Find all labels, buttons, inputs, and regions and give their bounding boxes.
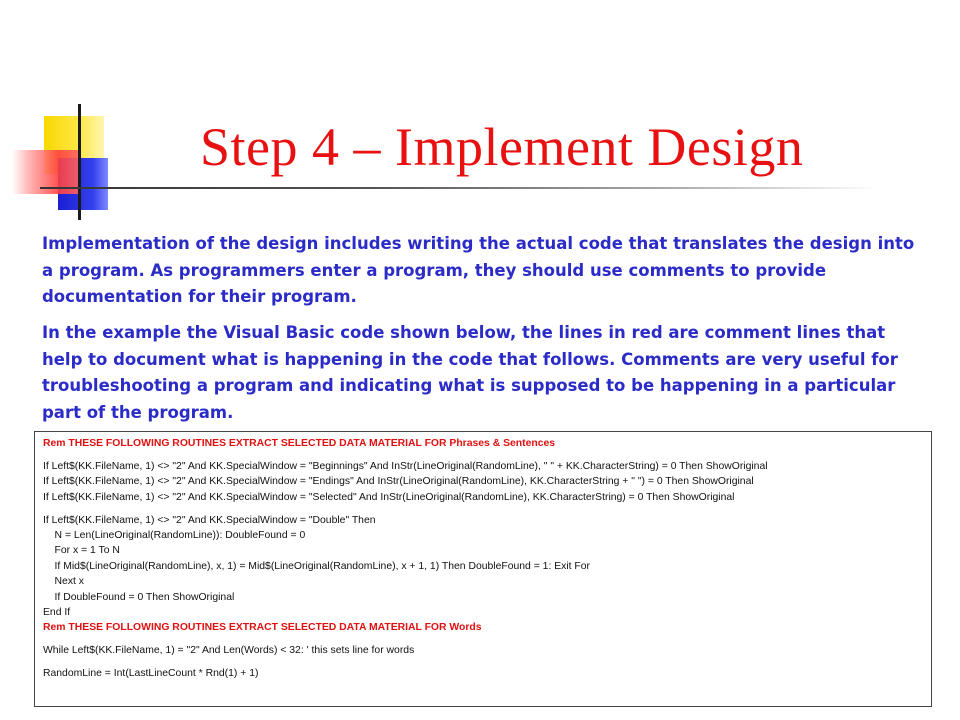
slide-title: Step 4 – Implement Design bbox=[200, 117, 804, 177]
code-line: If Mid$(LineOriginal(RandomLine), x, 1) = Mid$(LineOriginal(RandomLine), x + 1, 1) Then DoubleFound = 1: Exit For bbox=[43, 560, 591, 572]
code-blank-line bbox=[43, 659, 931, 667]
code-line: For x = 1 To N bbox=[43, 545, 120, 557]
code-listing-box bbox=[34, 431, 932, 707]
code-line: If Left$(KK.FileName, 1) <> "2" And KK.SpecialWindow = "Double" Then bbox=[43, 514, 376, 526]
code-blank-line bbox=[43, 636, 931, 644]
code-line: Next x bbox=[43, 576, 84, 588]
vertical-rule-decoration bbox=[78, 104, 81, 220]
code-line: End If bbox=[43, 606, 71, 618]
code-line: While Left$(KK.FileName, 1) = "2" And Len(Words) < 32: ' this sets line for words bbox=[43, 645, 415, 657]
intro-paragraph: Implementation of the design includes writing the actual code that translates the design into a program. As programmers enter a program, they should use comments to provide documentation for their program. bbox=[42, 234, 915, 306]
code-blank-line bbox=[43, 505, 931, 513]
code-line: RandomLine = Int(LastLineCount * Rnd(1) + 1) bbox=[43, 668, 259, 680]
title-underline bbox=[40, 187, 880, 189]
code-blank-line bbox=[43, 451, 931, 459]
code-comment-line: Rem THESE FOLLOWING ROUTINES EXTRACT SELECTED DATA MATERIAL FOR Phrases & Sentences bbox=[43, 438, 556, 449]
code-line: If Left$(KK.FileName, 1) <> "2" And KK.SpecialWindow = "Selected" And InStr(LineOriginal(RandomLine), KK.CharacterString) = 0 Then ShowOriginal bbox=[43, 491, 735, 503]
code-line: N = Len(LineOriginal(RandomLine)): DoubleFound = 0 bbox=[43, 529, 306, 541]
slide-logo-decoration bbox=[0, 0, 140, 230]
example-paragraph: In the example the Visual Basic code shown below, the lines in red are comment lines that help to document what is happening in the code that follows. Comments are very useful for troubleshooting a program and indicating what is supposed to be happening in a particular part of the program. bbox=[42, 323, 898, 422]
code-line: If Left$(KK.FileName, 1) <> "2" And KK.SpecialWindow = "Endings" And InStr(LineOriginal(RandomLine), KK.CharacterString + " ") = 0 Then ShowOriginal bbox=[43, 476, 754, 488]
code-line: If Left$(KK.FileName, 1) <> "2" And KK.SpecialWindow = "Beginnings" And InStr(LineOriginal(RandomLine), " " + KK.CharacterString) = 0 Then ShowOriginal bbox=[43, 460, 768, 472]
code-line: If DoubleFound = 0 Then ShowOriginal bbox=[43, 591, 235, 603]
code-comment-line: Rem THESE FOLLOWING ROUTINES EXTRACT SELECTED DATA MATERIAL FOR Words bbox=[43, 622, 482, 634]
